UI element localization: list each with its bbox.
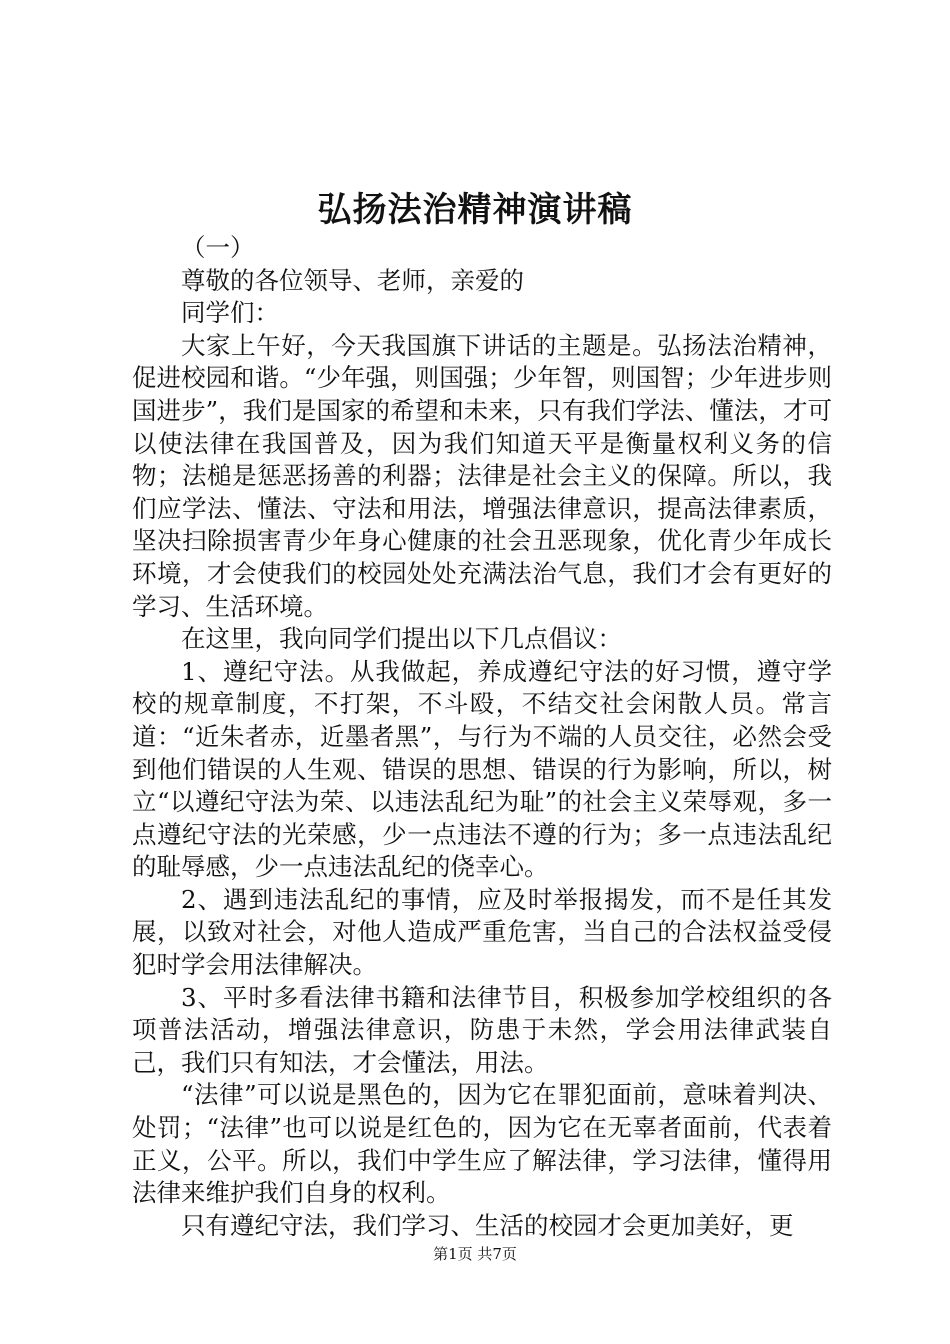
document-body: [132, 232, 832, 1242]
paragraph-section-number: （一）: [181, 233, 255, 262]
paragraph-proposal-3: 3、平时多看法律书籍和法律节目，积极参加学校组织的各项普法活动，增强法律意识，防患于未然，学会用法律武装自己，我们只有知法，才会懂法，用法。: [132, 982, 832, 1077]
paragraph-proposal-2: 2、遇到违法乱纪的事情，应及时举报揭发，而不是任其发展，以致对社会，对他人造成严重危害，当自己的合法权益受侵犯时学会用法律解决。: [132, 884, 832, 980]
paragraph-salutation-cont: 同学们：: [181, 298, 279, 328]
document-title: 弘扬法治精神演讲稿: [317, 190, 633, 230]
paragraph-proposal-lead: 在这里，我向同学们提出以下几点倡议：: [181, 624, 622, 654]
paragraph-law-colors: “法律”可以说是黑色的，因为它在罪犯面前，意味着判决、处罚；“法律”也可以说是红色的，因为它在无辜者面前，代表着正义，公平。所以，我们中学生应了解法律，学习法律，懂得用法律来维护我们自身的权利。: [132, 1080, 832, 1208]
paragraph-closing: 只有遵纪守法，我们学习、生活的校园才会更加美好，更: [181, 1210, 794, 1240]
page-footer: 第1页 共7页: [433, 1245, 517, 1263]
paragraph-salutation: 尊敬的各位领导、老师，亲爱的: [181, 265, 524, 295]
paragraph-proposal-1: 1、遵纪守法。从我做起，养成遵纪守法的好习惯，遵守学校的规章制度，不打架，不斗殴，不结交社会闲散人员。常言道：“近朱者赤，近墨者黑”，与行为不端的人员交往，必然会受到他们错误的人生观、错误的思想、错误的行为影响，所以，树立“以遵纪守法为荣、以违法乱纪为耻”的社会主义荣辱观，多一点遵纪守法的光荣感，少一点违法不遵的行为；多一点违法乱纪的耻辱感，少一点违法乱纪的侥幸心。: [132, 656, 832, 882]
paragraph-intro: 大家上午好，今天我国旗下讲话的主题是。弘扬法治精神，促进校园和谐。“少年强，则国强；少年智，则国智；少年进步则国进步”，我们是国家的希望和未来，只有我们学法、懂法，才可以使法律在我国普及，因为我们知道天平是衡量权利义务的信物；法槌是惩恶扬善的利器；法律是社会主义的保障。所以，我们应学法、懂法、守法和用法，增强法律意识，提高法律素质，坚决扫除损害青少年身心健康的社会丑恶现象，优化青少年成长环境，才会使我们的校园处处充满法治气息，我们才会有更好的学习、生活环境。: [132, 330, 832, 621]
